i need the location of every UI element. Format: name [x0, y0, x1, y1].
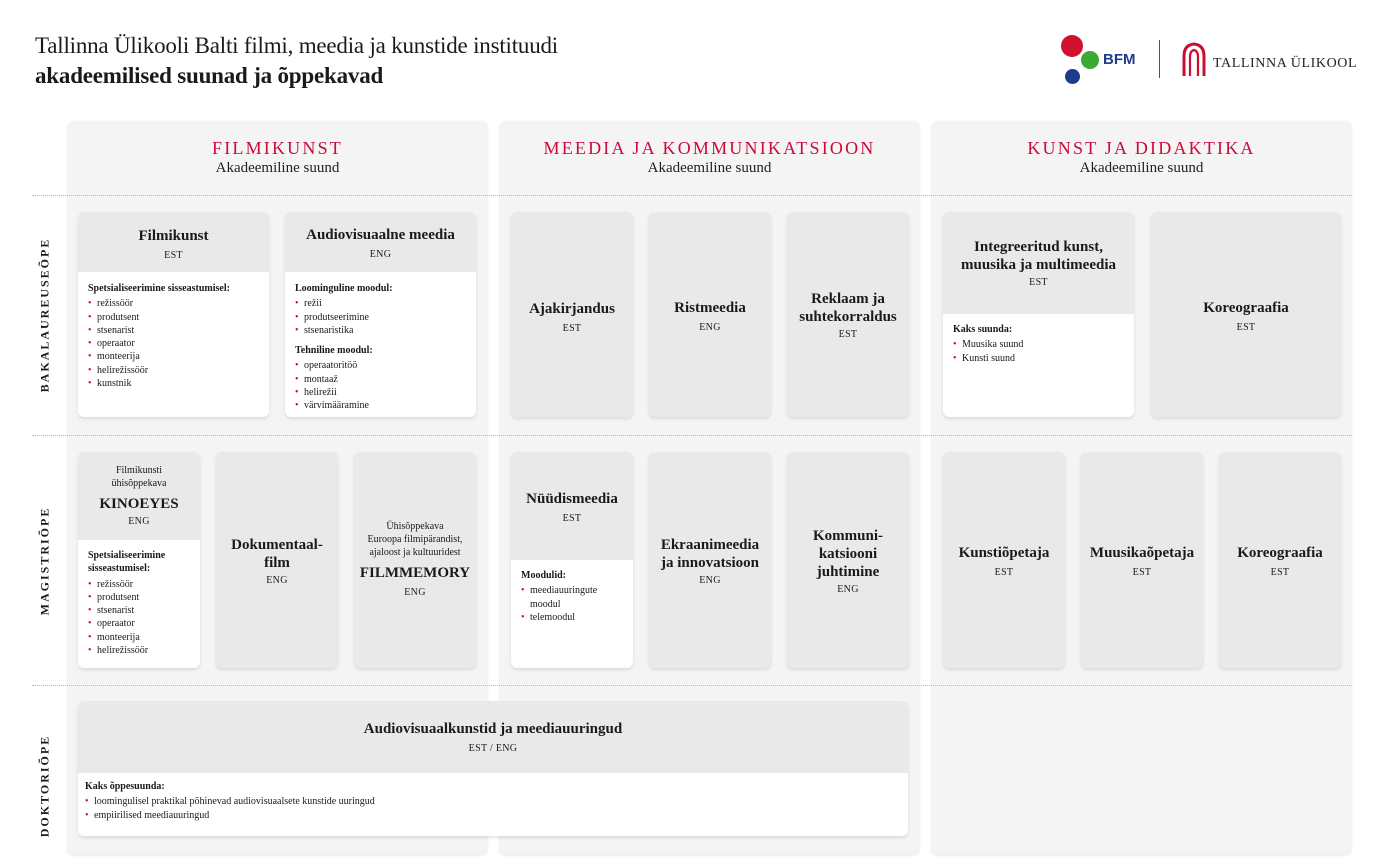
- list-item: • loomingulisel praktikal põhinevad audiovisuaalsete kunstide uuringud: [85, 795, 375, 808]
- green-dot-icon: [1081, 51, 1099, 69]
- program-card-filmikunst[interactable]: [78, 212, 269, 417]
- program-name: Audiovisuaalne meedia: [306, 227, 455, 243]
- list-item: • empiirilised meediauuringud: [85, 809, 375, 822]
- list-item: • Kunsti suund: [953, 352, 1023, 365]
- program-language: EST: [1270, 567, 1290, 578]
- program-language: ENG: [266, 575, 288, 586]
- bfm-logo-text: BFM: [1103, 51, 1136, 68]
- list-item: • värvimääramine: [295, 399, 393, 412]
- row-label-master: MAGISTRIÕPE: [37, 506, 52, 616]
- module-heading: Moodulid:: [521, 570, 567, 581]
- program-language: EST: [562, 513, 582, 524]
- program-language: EST: [1236, 322, 1256, 333]
- program-language: EST: [994, 567, 1014, 578]
- module-list: [521, 584, 597, 624]
- column-subtitle-filmikunst: Akadeemiline suund: [215, 160, 340, 176]
- program-prefix-line1: Ühisõppekava: [386, 521, 444, 532]
- module-heading: Loominguline moodul:: [295, 283, 393, 294]
- list-item: • režissöör: [88, 297, 230, 310]
- program-language: EST / ENG: [468, 743, 518, 754]
- direction-heading: Kaks õppesuunda:: [85, 781, 165, 792]
- program-language: EST: [164, 250, 183, 261]
- program-card-muusikaopetaja[interactable]: [1081, 452, 1203, 668]
- specialization-heading-line2: sisseastumisel:: [88, 563, 151, 575]
- column-title-meedia: MEEDIA JA KOMMUNIKATSIOON: [543, 138, 876, 158]
- program-prefix-line2: Euroopa filmipärandist,: [367, 534, 463, 545]
- list-item: • monteerija: [88, 631, 165, 644]
- program-language: ENG: [404, 587, 426, 598]
- program-card-filmmemory[interactable]: [354, 452, 476, 668]
- column-subtitle-meedia: Akadeemiline suund: [647, 160, 772, 176]
- list-item: • stsenarist: [88, 324, 230, 337]
- column-title-filmikunst: FILMIKUNST: [211, 138, 343, 158]
- list-item: • monteerija: [88, 350, 230, 363]
- list-item-line2: moodul: [530, 598, 561, 610]
- program-name-line1: Ekraanimeedia: [660, 537, 760, 553]
- program-name-line1: Kommuni-: [812, 528, 883, 544]
- program-language: EST: [838, 329, 858, 340]
- program-name: Muusikaõpetaja: [1089, 545, 1195, 561]
- program-card-kunstiopetaja[interactable]: [943, 452, 1065, 668]
- program-name: KINOEYES: [99, 496, 179, 512]
- list-item: • stsenaristika: [295, 324, 393, 337]
- list-item: • stsenarist: [88, 604, 165, 617]
- list-item: • produtsent: [88, 311, 230, 324]
- program-language: EST: [562, 323, 582, 334]
- row-label-doctoral: DOKTORIÕPE: [37, 734, 52, 838]
- red-dot-icon: [1061, 35, 1083, 57]
- program-name-line1: Reklaam ja: [811, 291, 885, 307]
- program-name-line2: suhtekorraldus: [799, 309, 897, 325]
- program-name: Nüüdismeedia: [526, 491, 618, 507]
- program-prefix-line1: Filmikunsti: [115, 465, 163, 476]
- program-name: Ristmeedia: [674, 300, 746, 316]
- row-divider: [32, 195, 1352, 196]
- row-label-bachelor: BAKALAUREUSEÕPE: [37, 237, 52, 393]
- list-item-line1: • meediauuringute: [530, 585, 598, 597]
- logo-divider: [1159, 40, 1160, 78]
- program-card-doctoral[interactable]: [78, 701, 908, 836]
- program-language: ENG: [699, 575, 721, 586]
- program-language: ENG: [369, 249, 392, 260]
- program-language: ENG: [837, 584, 859, 595]
- list-item: • montaaž: [295, 373, 393, 386]
- list-item: • kunstnik: [88, 377, 230, 390]
- program-name: Audiovisuaalkunstid ja meediauuringud: [363, 721, 623, 737]
- specialization-heading-line1: Spetsialiseerimine: [88, 550, 166, 561]
- list-item: • operaatoritöö: [295, 359, 393, 372]
- program-card-av-media[interactable]: [285, 212, 476, 417]
- program-language: ENG: [128, 516, 150, 527]
- program-name: Filmikunst: [138, 228, 209, 244]
- program-name: Ajakirjandus: [529, 301, 615, 317]
- page-subtitle: akadeemilised suunad ja õppekavad: [35, 63, 384, 88]
- module-list: [295, 359, 393, 412]
- program-card-ajakirjandus[interactable]: [511, 212, 633, 417]
- list-item: • helirežissöör: [88, 644, 165, 657]
- program-language: EST: [1132, 567, 1152, 578]
- bfm-logo: [1060, 34, 1150, 86]
- page-title: Tallinna Ülikooli Balti filmi, meedia ja kunstide instituudi: [35, 33, 558, 58]
- row-divider: [32, 435, 1352, 436]
- direction-list: [85, 795, 375, 822]
- program-card-kommunikatsioon[interactable]: [787, 452, 909, 668]
- list-item: • telemoodul: [521, 611, 597, 624]
- blue-dot-icon: [1065, 69, 1080, 84]
- column-subtitle-kunst: Akadeemiline suund: [1079, 160, 1204, 176]
- column-title-kunst: KUNST JA DIDAKTIKA: [1027, 138, 1256, 158]
- program-card-ekraanimeedia[interactable]: [649, 452, 771, 668]
- specialization-heading: Spetsialiseerimine sisseastumisel:: [88, 283, 230, 294]
- program-card-reklaam[interactable]: [787, 212, 909, 417]
- program-card-koreograafia-ma[interactable]: [1219, 452, 1341, 668]
- program-name-line3: juhtimine: [816, 564, 880, 580]
- tlu-logo: [1181, 42, 1358, 78]
- tlu-arch-icon: [1181, 42, 1207, 78]
- list-item: • režii: [295, 297, 393, 310]
- direction-list: [953, 338, 1023, 365]
- list-item: • operaator: [88, 337, 230, 350]
- list-item: • helirežii: [295, 386, 393, 399]
- specialization-list: [88, 578, 165, 658]
- module-list: [295, 297, 393, 337]
- program-card-nuudismeedia[interactable]: [511, 452, 633, 668]
- program-name-line2: muusika ja multimeedia: [960, 257, 1116, 273]
- list-item: • Muusika suund: [953, 338, 1023, 351]
- program-name: Kunstiõpetaja: [958, 545, 1050, 561]
- program-name-line1: Integreeritud kunst,: [974, 239, 1103, 255]
- program-card-koreograafia-ba[interactable]: [1151, 212, 1341, 417]
- row-divider: [32, 685, 1352, 686]
- module-heading: Tehniline moodul:: [295, 345, 373, 357]
- list-item: • helirežissöör: [88, 364, 230, 377]
- list-item: • operaator: [88, 617, 165, 630]
- list-item: • produtsent: [88, 591, 165, 604]
- program-card-kinoeyes[interactable]: [78, 452, 200, 668]
- program-card-ristmeedia[interactable]: [649, 212, 771, 417]
- program-language: EST: [1029, 277, 1048, 288]
- program-name: Koreograafia: [1203, 300, 1289, 316]
- program-prefix-line2: ühisõppekava: [111, 478, 167, 489]
- list-item: • režissöör: [88, 578, 165, 591]
- program-prefix-line3: ajaloost ja kultuuridest: [369, 547, 461, 558]
- direction-heading: Kaks suunda:: [953, 324, 1013, 335]
- program-name: Koreograafia: [1237, 545, 1323, 561]
- program-card-dokumentaalfilm[interactable]: [216, 452, 338, 668]
- program-name-line2: film: [264, 555, 290, 571]
- list-item: • produtseerimine: [295, 311, 393, 324]
- program-language: ENG: [699, 322, 721, 333]
- tlu-logo-text: TALLINNA ÜLIKOOL: [1213, 56, 1358, 71]
- program-card-integreeritud[interactable]: [943, 212, 1134, 417]
- specialization-list: [88, 297, 230, 390]
- program-name-line2: ja innovatsioon: [661, 555, 759, 571]
- list-item: [521, 584, 597, 611]
- program-name: FILMMEMORY: [359, 565, 471, 581]
- program-name-line2: katsiooni: [818, 546, 878, 562]
- program-name-line1: Dokumentaal-: [231, 537, 323, 553]
